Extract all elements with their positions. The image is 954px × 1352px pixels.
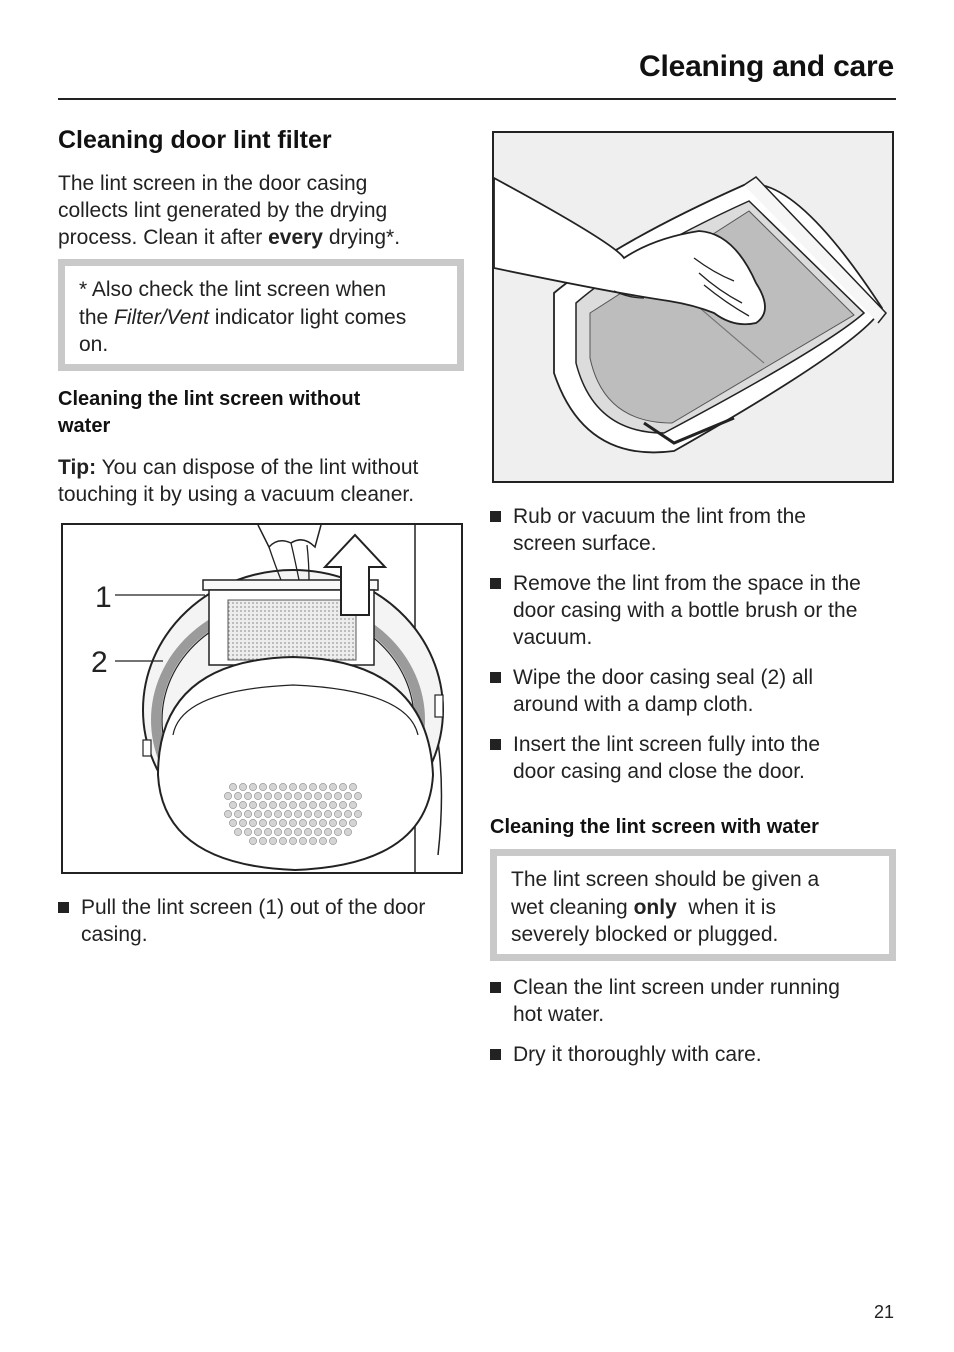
note-text-end: indicator light comes (208, 305, 407, 329)
intro-emphasis: every (268, 226, 323, 249)
list-item (490, 974, 900, 1028)
bullet-line: Pull the lint screen (1) out of the door (81, 896, 426, 919)
section-title: Cleaning and care (638, 50, 894, 83)
note-italic: Filter/Vent (114, 305, 209, 329)
tip-line-1 (58, 454, 468, 481)
bullet-line: Rub or vacuum the lint from the (513, 505, 806, 528)
subheading-line-1: Cleaning the lint screen without (58, 388, 361, 410)
list-item (490, 731, 900, 785)
bullet-line: casing. (81, 923, 148, 946)
list-item (490, 503, 900, 557)
bullet-line: hot water. (513, 1003, 605, 1026)
subheading-with-water: Cleaning the lint screen with water (490, 816, 819, 838)
door-illustration (63, 525, 461, 872)
note-text: wet cleaning (511, 895, 634, 919)
figure-lint-screen-removal (61, 523, 463, 874)
bullet-square-icon (490, 739, 501, 750)
intro-line-1: The lint screen in the door casing (58, 172, 368, 195)
bullet-line: Wipe the door casing seal (2) all (513, 666, 813, 689)
bullet-line: Dry it thoroughly with care. (513, 1043, 762, 1066)
tip-line-2: touching it by using a vacuum cleaner. (58, 483, 415, 506)
tip-label: Tip: (58, 456, 97, 479)
bullet-line: Insert the lint screen fully into the (513, 733, 820, 756)
header-rule (58, 98, 896, 100)
note-line-1: * Also check the lint screen when (79, 278, 387, 301)
intro-text-end: drying*. (322, 226, 401, 249)
page-number: 21 (873, 1302, 894, 1322)
callout-label-2: 2 (91, 646, 108, 679)
note-line-1: The lint screen should be given a (511, 868, 820, 891)
bullet-list-right-dry (490, 503, 900, 785)
bullet-square-icon (490, 578, 501, 589)
bullet-line: door casing with a bottle brush or the (513, 599, 858, 622)
intro-text: process. Clean it after (58, 226, 269, 249)
bullet-line: Remove the lint from the space in the (513, 572, 861, 595)
hand-rubbing-illustration (494, 133, 892, 481)
page-heading: Cleaning door lint filter (58, 126, 332, 154)
tip-paragraph (58, 454, 468, 508)
callout-label-1: 1 (95, 581, 112, 614)
bullet-square-icon (490, 511, 501, 522)
bullet-line: Clean the lint screen under running (513, 976, 840, 999)
tip-text: You can dispose of the lint without (96, 456, 419, 479)
bullet-square-icon (490, 982, 501, 993)
figure-rub-lint-screen (492, 131, 894, 483)
bullet-list-right-wet (490, 974, 900, 1068)
note-text: the (79, 305, 115, 329)
subheading-without-water (58, 386, 468, 440)
list-item (490, 1041, 900, 1068)
bullet-square-icon (58, 902, 69, 913)
list-item (58, 894, 468, 948)
note-emphasis: only (633, 895, 677, 919)
note-box-check-screen (58, 259, 464, 371)
list-item (490, 664, 900, 718)
intro-line-3 (58, 224, 468, 251)
bullet-line: vacuum. (513, 626, 593, 649)
bullet-square-icon (490, 672, 501, 683)
bullet-square-icon (490, 1049, 501, 1060)
bullet-line: screen surface. (513, 532, 657, 555)
list-item (490, 570, 900, 651)
note-text-end: when it is (676, 895, 776, 919)
note-box-wet-cleaning (490, 849, 896, 961)
bullet-list-left (58, 894, 468, 948)
intro-line-2: collects lint generated by the drying (58, 199, 388, 222)
note-line-2 (79, 304, 443, 332)
note-line-3: severely blocked or plugged. (511, 923, 779, 946)
bullet-line: door casing and close the door. (513, 760, 805, 783)
intro-paragraph (58, 170, 468, 251)
note-line-3: on. (79, 333, 109, 356)
subheading-line-2: water (58, 415, 111, 437)
bullet-line: around with a damp cloth. (513, 693, 754, 716)
note-line-2 (511, 894, 875, 922)
